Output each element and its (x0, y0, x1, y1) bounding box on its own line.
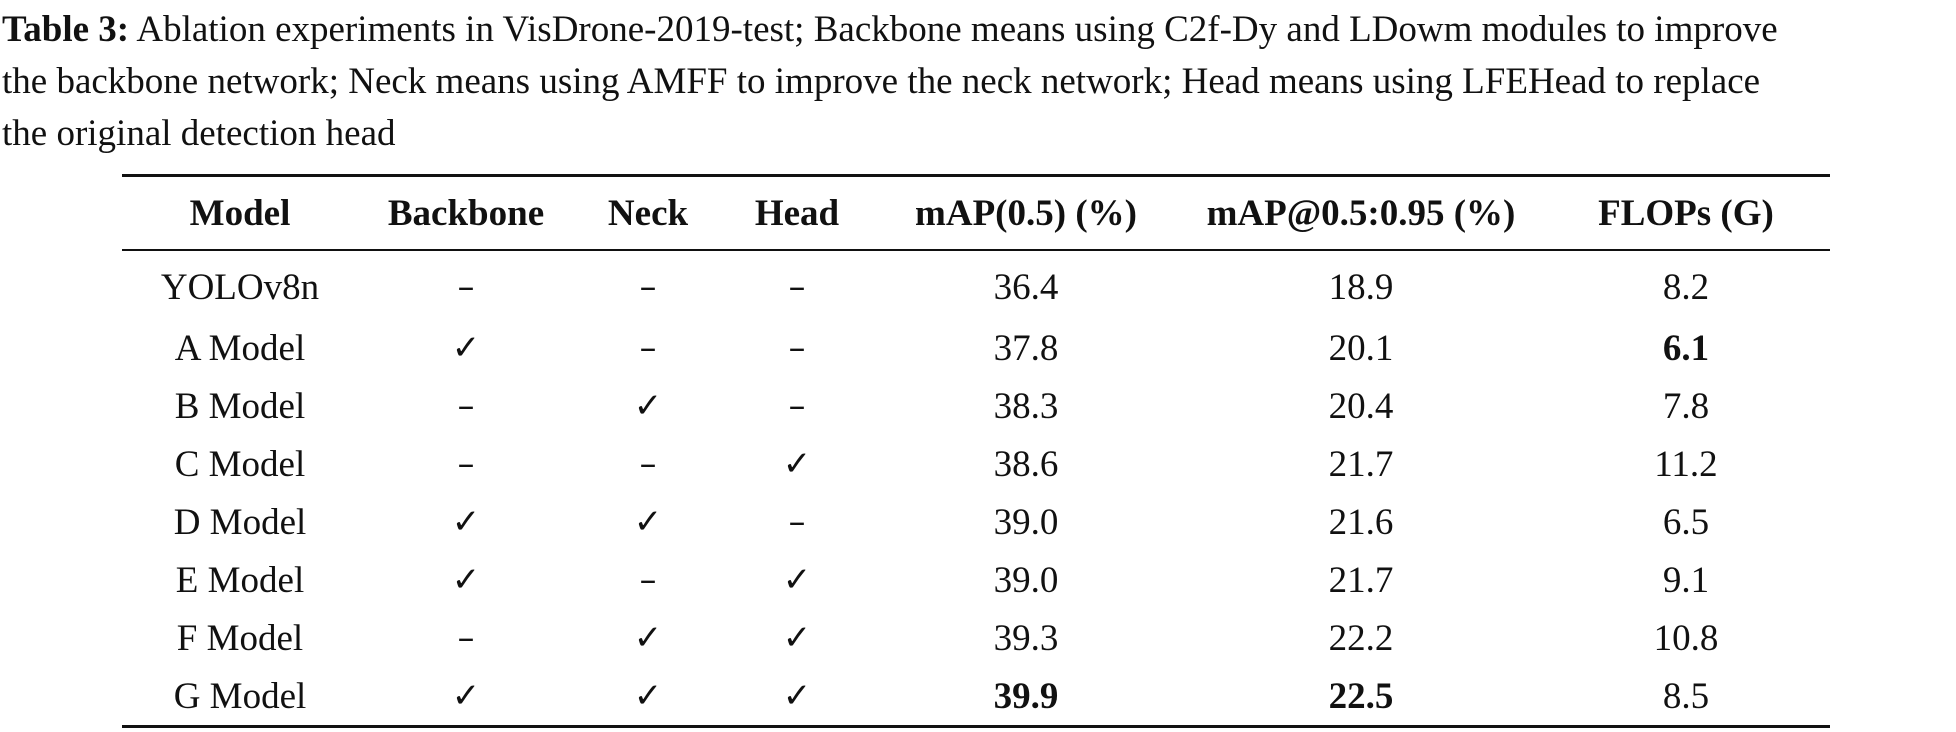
cell-model: C Model (174, 443, 306, 485)
table-row (122, 435, 1830, 493)
cell-model: E Model (175, 559, 305, 601)
cell-map50: 38.6 (993, 443, 1059, 485)
cell-flops: 6.5 (1662, 501, 1710, 543)
cell-backbone: ✓ (451, 502, 481, 542)
header-model: Model (189, 192, 291, 234)
table-row (122, 551, 1830, 609)
cell-neck: ✓ (633, 502, 663, 542)
cell-backbone: ✓ (451, 676, 481, 716)
cell-head: – (788, 328, 806, 368)
caption-line-2: the backbone network; Neck means using AMFF to improve the neck network; Head means using LFEHead to replace (2, 61, 1761, 102)
cell-map50: 39.3 (993, 617, 1059, 659)
cell-map50-95: 22.2 (1328, 617, 1394, 659)
cell-model: F Model (176, 617, 304, 659)
cell-backbone: – (457, 386, 475, 426)
cell-model: YOLOv8n (160, 266, 320, 308)
table-row (122, 609, 1830, 667)
table-header (122, 176, 1830, 251)
table-row (122, 493, 1830, 551)
cell-map50-95: 21.7 (1328, 559, 1394, 601)
cell-flops: 10.8 (1653, 617, 1719, 659)
header-row (122, 176, 1830, 251)
cell-head: ✓ (782, 618, 812, 658)
table-row (122, 319, 1830, 377)
header-neck: Neck (607, 192, 689, 234)
header-flops: FLOPs (G) (1598, 192, 1774, 234)
cell-map50-95: 21.7 (1328, 443, 1394, 485)
cell-head: – (788, 386, 806, 426)
cell-head: ✓ (782, 444, 812, 484)
table-row (122, 250, 1830, 319)
table-caption (2, 4, 1956, 160)
caption-line-3: the original detection head (2, 113, 396, 154)
header-backbone: Backbone (387, 192, 545, 234)
cell-backbone: – (457, 267, 475, 307)
cell-neck: ✓ (633, 386, 663, 426)
cell-map50-95: 21.6 (1328, 501, 1394, 543)
cell-neck: – (639, 267, 657, 307)
cell-head: ✓ (782, 676, 812, 716)
cell-neck: – (639, 328, 657, 368)
cell-neck: – (639, 444, 657, 484)
header-map50: mAP(0.5) (%) (915, 192, 1137, 234)
table-row (122, 377, 1830, 435)
ablation-table (122, 174, 1830, 728)
cell-map50-95-best: 22.5 (1328, 675, 1394, 717)
cell-model: B Model (174, 385, 306, 427)
cell-flops-best: 6.1 (1662, 327, 1710, 369)
cell-head: ✓ (782, 560, 812, 600)
cell-head: – (788, 267, 806, 307)
cell-neck: ✓ (633, 618, 663, 658)
cell-map50: 36.4 (993, 266, 1059, 308)
cell-map50: 39.0 (993, 559, 1059, 601)
caption-text-1: Ablation experiments in VisDrone-2019-test; Backbone means using C2f-Dy and LDowm modules to improve (129, 9, 1778, 50)
header-map50-95: mAP@0.5:0.95 (%) (1206, 192, 1516, 234)
caption-label: Table 3: (2, 9, 130, 50)
cell-flops: 8.2 (1662, 266, 1710, 308)
cell-neck: – (639, 560, 657, 600)
header-head: Head (754, 192, 840, 234)
cell-flops: 8.5 (1662, 675, 1710, 717)
cell-flops: 11.2 (1654, 443, 1718, 485)
cell-backbone: – (457, 618, 475, 658)
cell-head: – (788, 502, 806, 542)
cell-flops: 9.1 (1662, 559, 1710, 601)
caption-line-1 (2, 4, 1956, 56)
cell-map50-95: 18.9 (1328, 266, 1394, 308)
table-row (122, 667, 1830, 727)
cell-model: D Model (173, 501, 307, 543)
cell-map50: 37.8 (993, 327, 1059, 369)
cell-map50-95: 20.1 (1328, 327, 1394, 369)
cell-model: G Model (173, 675, 307, 717)
cell-flops: 7.8 (1662, 385, 1710, 427)
cell-backbone: – (457, 444, 475, 484)
cell-map50: 39.0 (993, 501, 1059, 543)
table-body (122, 250, 1830, 727)
cell-map50: 38.3 (993, 385, 1059, 427)
cell-backbone: ✓ (451, 560, 481, 600)
cell-map50-best: 39.9 (993, 675, 1059, 717)
cell-backbone: ✓ (451, 328, 481, 368)
cell-model: A Model (174, 327, 306, 369)
cell-map50-95: 20.4 (1328, 385, 1394, 427)
cell-neck: ✓ (633, 676, 663, 716)
